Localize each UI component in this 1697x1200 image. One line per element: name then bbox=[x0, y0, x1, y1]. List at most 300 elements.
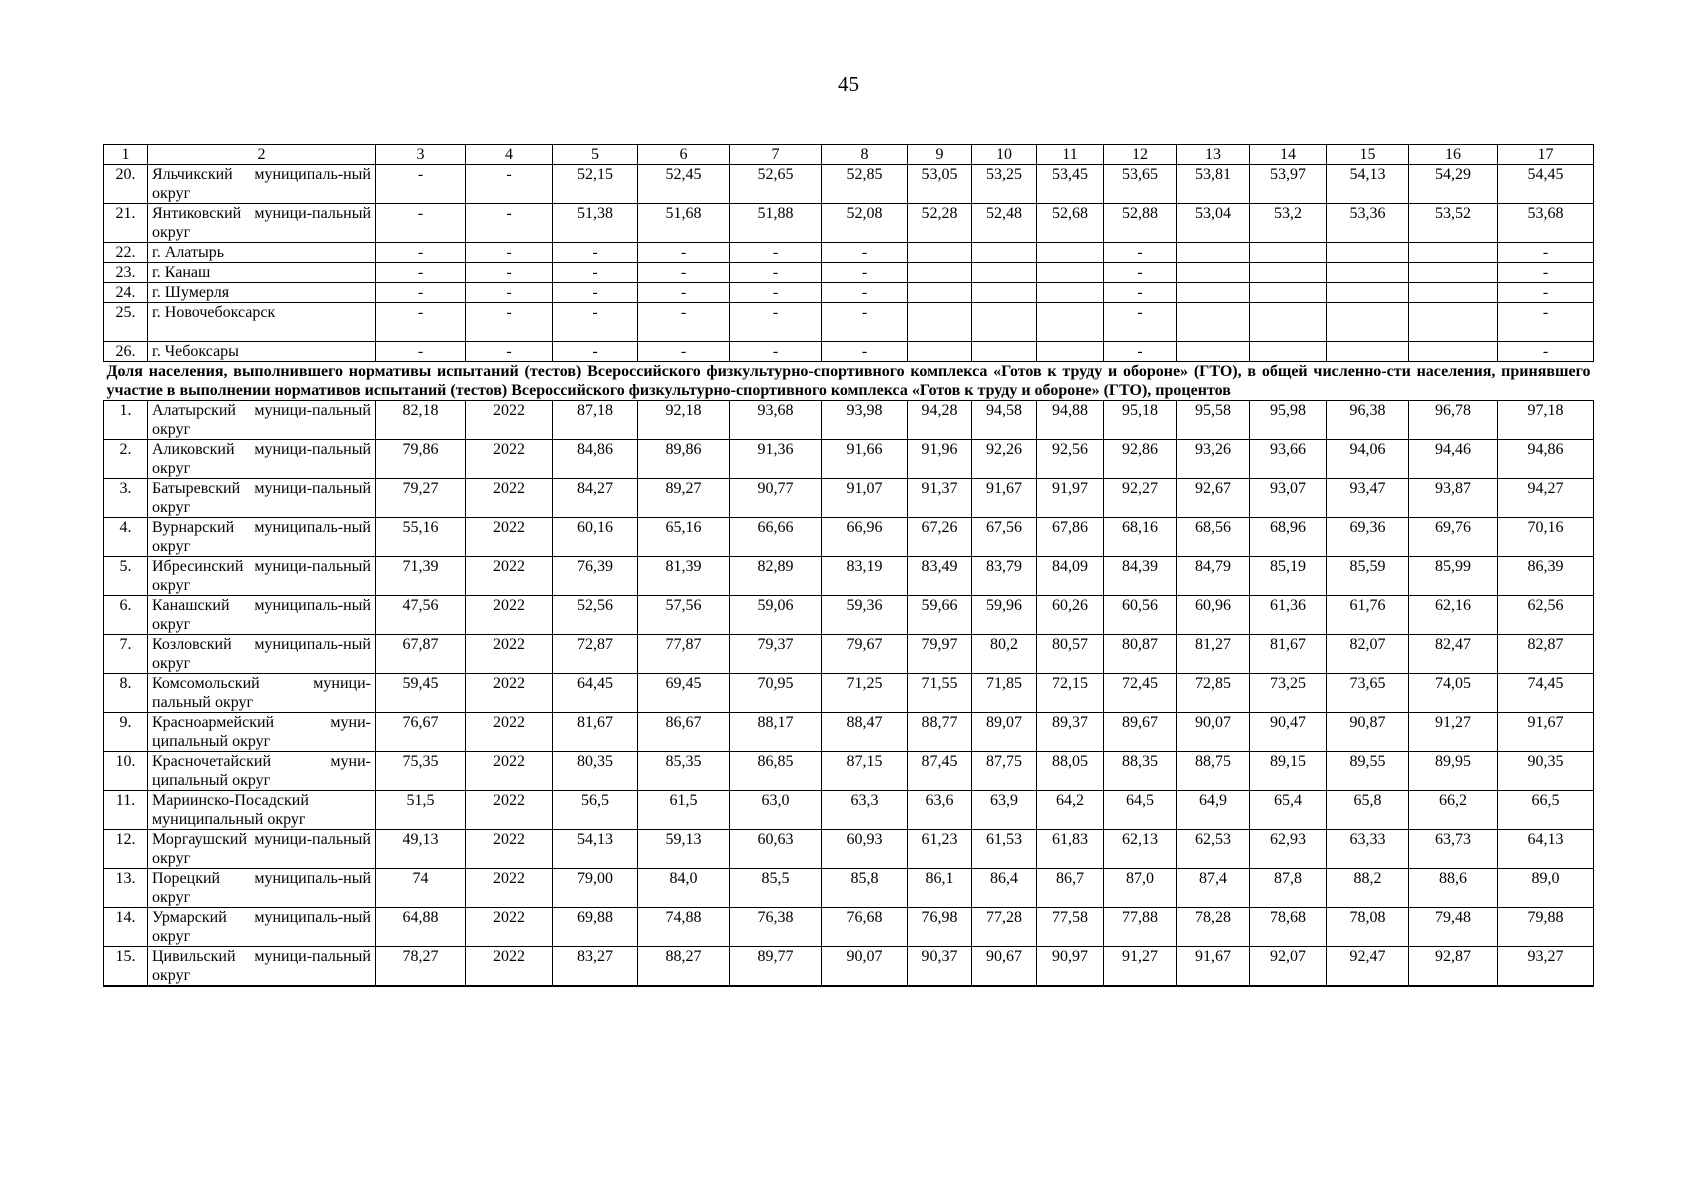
value-cell: 77,28 bbox=[972, 908, 1037, 947]
value-cell: 74 bbox=[376, 869, 466, 908]
value-cell: 90,67 bbox=[972, 947, 1037, 987]
value-cell bbox=[1409, 283, 1498, 303]
column-number-cell: 13 bbox=[1177, 145, 1250, 165]
column-number-cell: 17 bbox=[1498, 145, 1594, 165]
value-cell bbox=[1327, 263, 1409, 283]
value-cell: 91,36 bbox=[730, 440, 822, 479]
value-cell: 52,68 bbox=[1037, 204, 1104, 243]
value-cell bbox=[1327, 303, 1409, 342]
column-number-cell: 12 bbox=[1104, 145, 1177, 165]
value-cell: 63,9 bbox=[972, 791, 1037, 830]
municipality-name-cell: Моргаушский муници-пальный округ bbox=[148, 830, 376, 869]
value-cell: 92,07 bbox=[1250, 947, 1327, 987]
value-cell: - bbox=[553, 342, 638, 362]
municipality-name-cell: Козловский муниципаль-ный округ bbox=[148, 635, 376, 674]
section-header-row bbox=[104, 362, 1594, 401]
value-cell: 86,4 bbox=[972, 869, 1037, 908]
value-cell: 52,65 bbox=[730, 165, 822, 204]
value-cell: 56,5 bbox=[553, 791, 638, 830]
value-cell: 61,23 bbox=[908, 830, 972, 869]
value-cell: 2022 bbox=[466, 713, 553, 752]
indicators-table bbox=[103, 144, 1594, 987]
value-cell: 79,67 bbox=[822, 635, 908, 674]
value-cell: 52,48 bbox=[972, 204, 1037, 243]
value-cell bbox=[1037, 243, 1104, 263]
value-cell: 64,13 bbox=[1498, 830, 1594, 869]
row-index-cell: 24. bbox=[104, 283, 148, 303]
municipality-name-cell: Мариинско-Посадский муниципальный округ bbox=[148, 791, 376, 830]
column-number-cell: 10 bbox=[972, 145, 1037, 165]
value-cell: 82,47 bbox=[1409, 635, 1498, 674]
municipality-name-cell: Цивильский муници-пальный округ bbox=[148, 947, 376, 987]
value-cell: 52,56 bbox=[553, 596, 638, 635]
page-number: 45 bbox=[838, 72, 859, 96]
value-cell: 53,52 bbox=[1409, 204, 1498, 243]
value-cell: 2022 bbox=[466, 440, 553, 479]
value-cell: 94,58 bbox=[972, 401, 1037, 440]
value-cell bbox=[908, 342, 972, 362]
value-cell: 83,49 bbox=[908, 557, 972, 596]
value-cell: 85,59 bbox=[1327, 557, 1409, 596]
municipality-name-cell: Батыревский муници-пальный округ bbox=[148, 479, 376, 518]
value-cell: 90,77 bbox=[730, 479, 822, 518]
value-cell: 80,2 bbox=[972, 635, 1037, 674]
column-number-cell: 2 bbox=[148, 145, 376, 165]
value-cell bbox=[908, 283, 972, 303]
value-cell: - bbox=[376, 263, 466, 283]
value-cell: 53,2 bbox=[1250, 204, 1327, 243]
value-cell: 70,16 bbox=[1498, 518, 1594, 557]
value-cell: 89,95 bbox=[1409, 752, 1498, 791]
value-cell: 93,07 bbox=[1250, 479, 1327, 518]
value-cell: 86,39 bbox=[1498, 557, 1594, 596]
value-cell: 81,27 bbox=[1177, 635, 1250, 674]
value-cell: 88,35 bbox=[1104, 752, 1177, 791]
column-number-cell: 9 bbox=[908, 145, 972, 165]
value-cell: 64,9 bbox=[1177, 791, 1250, 830]
row-index-cell: 2. bbox=[104, 440, 148, 479]
value-cell: 94,27 bbox=[1498, 479, 1594, 518]
value-cell: 94,28 bbox=[908, 401, 972, 440]
value-cell: 87,15 bbox=[822, 752, 908, 791]
value-cell bbox=[1250, 283, 1327, 303]
value-cell: 76,68 bbox=[822, 908, 908, 947]
value-cell: 67,87 bbox=[376, 635, 466, 674]
value-cell: 89,67 bbox=[1104, 713, 1177, 752]
row-index-cell: 5. bbox=[104, 557, 148, 596]
value-cell: 76,67 bbox=[376, 713, 466, 752]
table-row bbox=[104, 791, 1594, 830]
table-row bbox=[104, 518, 1594, 557]
row-index-cell: 14. bbox=[104, 908, 148, 947]
table-row bbox=[104, 635, 1594, 674]
value-cell: 92,87 bbox=[1409, 947, 1498, 987]
value-cell: 93,27 bbox=[1498, 947, 1594, 987]
value-cell: 89,0 bbox=[1498, 869, 1594, 908]
section-title: Доля населения, выполнившего нормативы испытаний (тестов) Всероссийского физкультурно-спортивного комплекса «Готов к труду и обороне» (ГТО), в общей численно-сти населения, принявшего участие в выполнении нормативов испытаний (тестов) Всероссийского физкультурно-спортивного комплекса «Готов к труду и обороне» (ГТО), процентов bbox=[104, 362, 1594, 401]
column-number-cell: 11 bbox=[1037, 145, 1104, 165]
value-cell: 85,8 bbox=[822, 869, 908, 908]
value-cell: 92,18 bbox=[638, 401, 730, 440]
value-cell: - bbox=[553, 283, 638, 303]
value-cell: - bbox=[638, 342, 730, 362]
value-cell bbox=[972, 303, 1037, 342]
value-cell bbox=[1037, 342, 1104, 362]
value-cell: 87,45 bbox=[908, 752, 972, 791]
value-cell: - bbox=[466, 243, 553, 263]
value-cell: 83,19 bbox=[822, 557, 908, 596]
value-cell: 72,15 bbox=[1037, 674, 1104, 713]
value-cell: 54,13 bbox=[1327, 165, 1409, 204]
value-cell: 68,16 bbox=[1104, 518, 1177, 557]
row-index-cell: 10. bbox=[104, 752, 148, 791]
value-cell: 93,87 bbox=[1409, 479, 1498, 518]
table-row bbox=[104, 947, 1594, 987]
value-cell: 63,73 bbox=[1409, 830, 1498, 869]
value-cell: 84,09 bbox=[1037, 557, 1104, 596]
value-cell bbox=[1327, 342, 1409, 362]
value-cell: 84,86 bbox=[553, 440, 638, 479]
value-cell: 92,67 bbox=[1177, 479, 1250, 518]
value-cell: 62,13 bbox=[1104, 830, 1177, 869]
value-cell: 65,8 bbox=[1327, 791, 1409, 830]
value-cell: 85,5 bbox=[730, 869, 822, 908]
value-cell: 63,0 bbox=[730, 791, 822, 830]
value-cell: 53,81 bbox=[1177, 165, 1250, 204]
value-cell: 92,47 bbox=[1327, 947, 1409, 987]
value-cell: 2022 bbox=[466, 908, 553, 947]
value-cell bbox=[1250, 243, 1327, 263]
value-cell: 53,25 bbox=[972, 165, 1037, 204]
value-cell: 59,45 bbox=[376, 674, 466, 713]
value-cell: - bbox=[638, 303, 730, 342]
value-cell: 91,37 bbox=[908, 479, 972, 518]
value-cell: 65,4 bbox=[1250, 791, 1327, 830]
value-cell: - bbox=[1498, 243, 1594, 263]
value-cell: 93,47 bbox=[1327, 479, 1409, 518]
value-cell: 54,45 bbox=[1498, 165, 1594, 204]
value-cell: 61,53 bbox=[972, 830, 1037, 869]
value-cell: 60,56 bbox=[1104, 596, 1177, 635]
value-cell: 84,0 bbox=[638, 869, 730, 908]
value-cell: 51,68 bbox=[638, 204, 730, 243]
value-cell: 88,47 bbox=[822, 713, 908, 752]
value-cell: 88,17 bbox=[730, 713, 822, 752]
value-cell: - bbox=[376, 165, 466, 204]
value-cell: 2022 bbox=[466, 401, 553, 440]
value-cell: - bbox=[822, 303, 908, 342]
municipality-name-cell: Красночетайский муни-ципальный округ bbox=[148, 752, 376, 791]
value-cell: 60,96 bbox=[1177, 596, 1250, 635]
municipality-name-cell: Урмарский муниципаль-ный округ bbox=[148, 908, 376, 947]
value-cell: 93,66 bbox=[1250, 440, 1327, 479]
value-cell: - bbox=[822, 243, 908, 263]
value-cell: 59,06 bbox=[730, 596, 822, 635]
value-cell: 83,79 bbox=[972, 557, 1037, 596]
value-cell: 52,15 bbox=[553, 165, 638, 204]
value-cell: - bbox=[376, 283, 466, 303]
value-cell: - bbox=[466, 342, 553, 362]
value-cell: - bbox=[376, 303, 466, 342]
value-cell: 62,16 bbox=[1409, 596, 1498, 635]
value-cell: 91,67 bbox=[1177, 947, 1250, 987]
value-cell: 80,57 bbox=[1037, 635, 1104, 674]
value-cell: 2022 bbox=[466, 947, 553, 987]
value-cell: 53,65 bbox=[1104, 165, 1177, 204]
value-cell: 79,00 bbox=[553, 869, 638, 908]
value-cell: 82,89 bbox=[730, 557, 822, 596]
row-index-cell: 11. bbox=[104, 791, 148, 830]
value-cell: 65,16 bbox=[638, 518, 730, 557]
value-cell: 91,27 bbox=[1409, 713, 1498, 752]
row-index-cell: 26. bbox=[104, 342, 148, 362]
value-cell bbox=[1037, 263, 1104, 283]
table-row bbox=[104, 401, 1594, 440]
value-cell: 87,75 bbox=[972, 752, 1037, 791]
row-index-cell: 23. bbox=[104, 263, 148, 283]
column-number-cell: 16 bbox=[1409, 145, 1498, 165]
value-cell: 59,36 bbox=[822, 596, 908, 635]
value-cell: 82,87 bbox=[1498, 635, 1594, 674]
value-cell: 60,16 bbox=[553, 518, 638, 557]
value-cell: 54,13 bbox=[553, 830, 638, 869]
value-cell: - bbox=[730, 283, 822, 303]
value-cell: 91,66 bbox=[822, 440, 908, 479]
value-cell: 92,27 bbox=[1104, 479, 1177, 518]
value-cell bbox=[1177, 243, 1250, 263]
value-cell: 80,87 bbox=[1104, 635, 1177, 674]
value-cell: - bbox=[822, 342, 908, 362]
value-cell: 92,56 bbox=[1037, 440, 1104, 479]
row-index-cell: 15. bbox=[104, 947, 148, 987]
value-cell: 84,39 bbox=[1104, 557, 1177, 596]
municipality-name-cell: г. Канаш bbox=[148, 263, 376, 283]
value-cell: 91,07 bbox=[822, 479, 908, 518]
value-cell: 66,5 bbox=[1498, 791, 1594, 830]
value-cell: 79,86 bbox=[376, 440, 466, 479]
value-cell: 82,18 bbox=[376, 401, 466, 440]
table-row bbox=[104, 283, 1594, 303]
value-cell: 96,38 bbox=[1327, 401, 1409, 440]
value-cell bbox=[908, 263, 972, 283]
value-cell: 53,45 bbox=[1037, 165, 1104, 204]
value-cell: - bbox=[376, 243, 466, 263]
value-cell: 89,55 bbox=[1327, 752, 1409, 791]
value-cell: - bbox=[638, 263, 730, 283]
value-cell: 82,07 bbox=[1327, 635, 1409, 674]
value-cell: - bbox=[466, 303, 553, 342]
value-cell: 79,48 bbox=[1409, 908, 1498, 947]
value-cell: 64,5 bbox=[1104, 791, 1177, 830]
value-cell: 62,53 bbox=[1177, 830, 1250, 869]
value-cell: 77,88 bbox=[1104, 908, 1177, 947]
value-cell: 89,86 bbox=[638, 440, 730, 479]
value-cell: 47,56 bbox=[376, 596, 466, 635]
value-cell: 2022 bbox=[466, 869, 553, 908]
value-cell: 69,76 bbox=[1409, 518, 1498, 557]
value-cell: 63,3 bbox=[822, 791, 908, 830]
value-cell: 77,58 bbox=[1037, 908, 1104, 947]
table-row bbox=[104, 674, 1594, 713]
value-cell: - bbox=[730, 263, 822, 283]
value-cell: - bbox=[730, 342, 822, 362]
value-cell: 89,27 bbox=[638, 479, 730, 518]
value-cell bbox=[908, 243, 972, 263]
value-cell: 76,39 bbox=[553, 557, 638, 596]
value-cell: - bbox=[466, 165, 553, 204]
value-cell: 94,06 bbox=[1327, 440, 1409, 479]
municipality-name-cell: Яльчикский муниципаль-ный округ bbox=[148, 165, 376, 204]
value-cell: 76,38 bbox=[730, 908, 822, 947]
value-cell: 90,97 bbox=[1037, 947, 1104, 987]
value-cell: 70,95 bbox=[730, 674, 822, 713]
value-cell: 79,37 bbox=[730, 635, 822, 674]
value-cell: 59,96 bbox=[972, 596, 1037, 635]
value-cell: 66,66 bbox=[730, 518, 822, 557]
row-index-cell: 12. bbox=[104, 830, 148, 869]
row-index-cell: 21. bbox=[104, 204, 148, 243]
value-cell: 61,76 bbox=[1327, 596, 1409, 635]
value-cell: 86,67 bbox=[638, 713, 730, 752]
column-number-cell: 4 bbox=[466, 145, 553, 165]
value-cell: 2022 bbox=[466, 674, 553, 713]
value-cell: 2022 bbox=[466, 479, 553, 518]
value-cell bbox=[1409, 342, 1498, 362]
value-cell: 66,2 bbox=[1409, 791, 1498, 830]
value-cell: - bbox=[1104, 283, 1177, 303]
value-cell: 94,46 bbox=[1409, 440, 1498, 479]
value-cell: 2022 bbox=[466, 830, 553, 869]
value-cell: 72,45 bbox=[1104, 674, 1177, 713]
value-cell: 88,6 bbox=[1409, 869, 1498, 908]
value-cell: 61,36 bbox=[1250, 596, 1327, 635]
value-cell: 73,65 bbox=[1327, 674, 1409, 713]
value-cell bbox=[1037, 283, 1104, 303]
value-cell: 87,0 bbox=[1104, 869, 1177, 908]
value-cell: - bbox=[1498, 263, 1594, 283]
value-cell: 2022 bbox=[466, 791, 553, 830]
row-index-cell: 7. bbox=[104, 635, 148, 674]
table-row bbox=[104, 596, 1594, 635]
column-number-cell: 7 bbox=[730, 145, 822, 165]
value-cell: 67,56 bbox=[972, 518, 1037, 557]
table-row bbox=[104, 830, 1594, 869]
value-cell: - bbox=[730, 243, 822, 263]
value-cell: 91,67 bbox=[972, 479, 1037, 518]
value-cell: - bbox=[822, 263, 908, 283]
value-cell: 84,27 bbox=[553, 479, 638, 518]
value-cell: 87,8 bbox=[1250, 869, 1327, 908]
value-cell: - bbox=[1104, 263, 1177, 283]
value-cell bbox=[1037, 303, 1104, 342]
row-index-cell: 3. bbox=[104, 479, 148, 518]
value-cell: 61,83 bbox=[1037, 830, 1104, 869]
value-cell: 69,36 bbox=[1327, 518, 1409, 557]
municipality-name-cell: Порецкий муниципаль-ный округ bbox=[148, 869, 376, 908]
row-index-cell: 8. bbox=[104, 674, 148, 713]
value-cell bbox=[1409, 303, 1498, 342]
value-cell: 95,58 bbox=[1177, 401, 1250, 440]
table-row bbox=[104, 165, 1594, 204]
value-cell: 52,85 bbox=[822, 165, 908, 204]
table-body bbox=[104, 145, 1594, 987]
value-cell: 59,66 bbox=[908, 596, 972, 635]
value-cell: 52,88 bbox=[1104, 204, 1177, 243]
value-cell bbox=[972, 263, 1037, 283]
row-index-cell: 20. bbox=[104, 165, 148, 204]
value-cell: 92,86 bbox=[1104, 440, 1177, 479]
value-cell bbox=[1177, 342, 1250, 362]
value-cell: 68,96 bbox=[1250, 518, 1327, 557]
table-row bbox=[104, 204, 1594, 243]
value-cell: 53,36 bbox=[1327, 204, 1409, 243]
row-index-cell: 25. bbox=[104, 303, 148, 342]
municipality-name-cell: г. Чебоксары bbox=[148, 342, 376, 362]
table-row bbox=[104, 342, 1594, 362]
value-cell: - bbox=[376, 204, 466, 243]
value-cell bbox=[1409, 263, 1498, 283]
table-row bbox=[104, 479, 1594, 518]
value-cell: 63,6 bbox=[908, 791, 972, 830]
value-cell bbox=[908, 303, 972, 342]
value-cell: 93,26 bbox=[1177, 440, 1250, 479]
value-cell bbox=[972, 243, 1037, 263]
column-number-cell: 5 bbox=[553, 145, 638, 165]
value-cell: - bbox=[1104, 303, 1177, 342]
value-cell: 52,45 bbox=[638, 165, 730, 204]
municipality-name-cell: Алатырский муници-пальный округ bbox=[148, 401, 376, 440]
value-cell: 86,7 bbox=[1037, 869, 1104, 908]
value-cell: 90,47 bbox=[1250, 713, 1327, 752]
value-cell: - bbox=[553, 243, 638, 263]
value-cell: 89,37 bbox=[1037, 713, 1104, 752]
value-cell: 62,93 bbox=[1250, 830, 1327, 869]
municipality-name-cell: г. Новочебоксарск bbox=[148, 303, 376, 342]
row-index-cell: 4. bbox=[104, 518, 148, 557]
value-cell: 90,37 bbox=[908, 947, 972, 987]
table-row bbox=[104, 908, 1594, 947]
value-cell: 89,77 bbox=[730, 947, 822, 987]
value-cell: 49,13 bbox=[376, 830, 466, 869]
value-cell: 64,2 bbox=[1037, 791, 1104, 830]
table-row bbox=[104, 869, 1594, 908]
value-cell: 51,88 bbox=[730, 204, 822, 243]
value-cell: 77,87 bbox=[638, 635, 730, 674]
value-cell: 66,96 bbox=[822, 518, 908, 557]
value-cell: - bbox=[466, 263, 553, 283]
value-cell: 59,13 bbox=[638, 830, 730, 869]
value-cell: 84,79 bbox=[1177, 557, 1250, 596]
table-row bbox=[104, 263, 1594, 283]
value-cell: 54,29 bbox=[1409, 165, 1498, 204]
value-cell: 61,5 bbox=[638, 791, 730, 830]
value-cell: 81,39 bbox=[638, 557, 730, 596]
value-cell: - bbox=[1498, 342, 1594, 362]
column-number-cell: 8 bbox=[822, 145, 908, 165]
municipality-name-cell: Янтиковский муници-пальный округ bbox=[148, 204, 376, 243]
row-index-cell: 6. bbox=[104, 596, 148, 635]
value-cell: 51,38 bbox=[553, 204, 638, 243]
value-cell: 71,25 bbox=[822, 674, 908, 713]
value-cell: - bbox=[466, 204, 553, 243]
value-cell: 91,97 bbox=[1037, 479, 1104, 518]
value-cell: 93,68 bbox=[730, 401, 822, 440]
value-cell: 85,35 bbox=[638, 752, 730, 791]
row-index-cell: 9. bbox=[104, 713, 148, 752]
value-cell: 86,85 bbox=[730, 752, 822, 791]
value-cell: 71,39 bbox=[376, 557, 466, 596]
value-cell: 89,07 bbox=[972, 713, 1037, 752]
